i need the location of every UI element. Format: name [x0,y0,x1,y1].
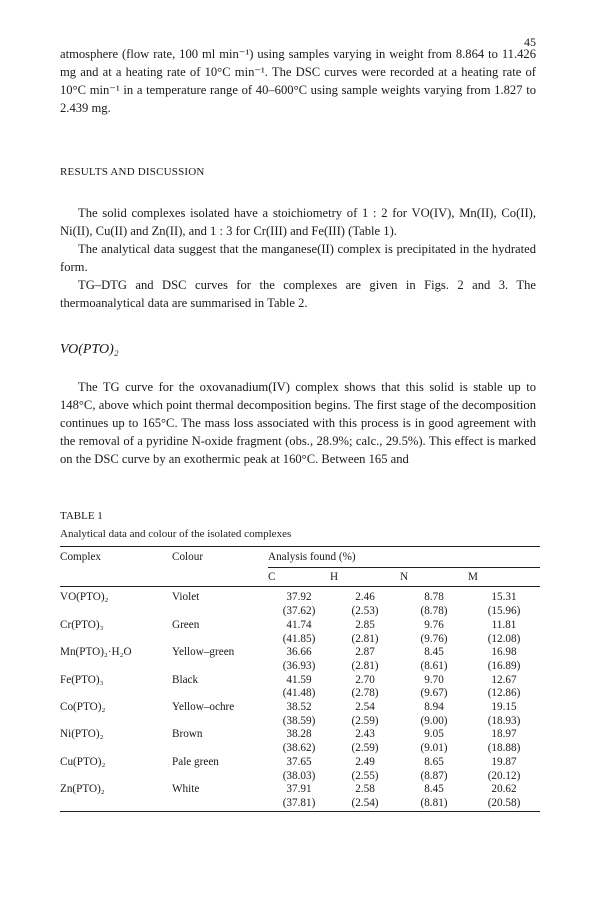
cell-m-found: 19.87 [491,755,517,768]
table-row-calculated [60,715,540,729]
cell-h-found: 2.43 [355,728,375,741]
table-caption: Analytical data and colour of the isolated complexes [60,528,292,540]
cell-c-found: 37.91 [286,783,312,796]
table-row [60,591,540,605]
cell-m-found: 19.15 [491,701,517,714]
section-heading: RESULTS AND DISCUSSION [60,166,205,178]
cell-h-found: 2.46 [355,591,375,604]
cell-c-calc: (36.93) [282,659,316,672]
cell-h-found: 2.87 [355,646,375,659]
cell-h-calc: (2.81) [351,632,379,645]
table-row [60,783,540,797]
cell-c-calc: (41.48) [282,687,316,700]
cell-h-calc: (2.55) [351,769,379,782]
cell-c-calc: (38.03) [282,769,316,782]
cell-n-found: 9.76 [424,618,444,631]
cell-n-calc: (9.76) [420,632,448,645]
cell-complex: Zn(PTO)₂ [60,783,105,796]
cell-c-found: 41.59 [286,673,312,686]
table-row [60,728,540,742]
cell-m-calc: (18.88) [487,742,521,755]
table-row-calculated [60,797,540,811]
header-analysis: Analysis found (%) [268,547,540,568]
cell-h-calc: (2.81) [351,659,379,672]
cell-complex: Cu(PTO)₂ [60,755,106,768]
header-colour: Colour [172,547,268,587]
cell-m-calc: (12.08) [487,632,521,645]
cell-c-calc: (37.62) [282,605,316,618]
results-paragraph-2: The analytical data suggest that the manganese(II) complex is precipitated in the hydrated form. [60,242,536,274]
cell-c-calc: (41.85) [282,632,316,645]
cell-n-calc: (8.81) [400,797,468,811]
table-row-calculated [60,633,540,647]
cell-m-calc: (15.96) [487,605,521,618]
cell-n-calc: (9.00) [420,714,448,727]
page-number: 45 [524,35,536,49]
cell-c-calc: (38.59) [282,714,316,727]
cell-n-found: 8.65 [424,755,444,768]
cell-c-found: 38.52 [286,701,312,714]
table-row [60,701,540,715]
cell-m-found: 16.98 [491,646,517,659]
subsection-heading: VO(PTO)₂ [60,342,119,357]
table-row-calculated [60,770,540,784]
table-row-calculated [60,687,540,701]
cell-colour: Violet [172,591,200,604]
cell-colour: Brown [172,728,203,741]
cell-n-calc: (8.87) [420,769,448,782]
cell-m-found: 20.62 [491,783,517,796]
header-c: C [268,570,276,583]
results-paragraph-3: TG–DTG and DSC curves for the complexes are given in Figs. 2 and 3. The thermoanalytical data are summarised in Table 2. [60,278,536,310]
cell-colour: Black [172,673,199,686]
cell-n-found: 9.05 [424,728,444,741]
cell-n-calc: (8.61) [420,659,448,672]
intro-paragraph [60,45,536,117]
cell-complex: Mn(PTO)₂·H₂O [60,646,132,659]
table-row-calculated [60,660,540,674]
table-label: TABLE 1 [60,510,103,522]
cell-h-calc: (2.59) [351,714,379,727]
cell-m-found: 11.81 [491,618,517,631]
cell-c-found: 38.28 [286,728,312,741]
cell-c-found: 41.74 [286,618,312,631]
cell-n-found: 8.94 [424,701,444,714]
cell-m-calc: (16.89) [487,659,521,672]
cell-h-found: 2.58 [355,783,375,796]
cell-colour: Green [172,618,200,631]
intro-paragraph-text: atmosphere (flow rate, 100 ml min⁻¹) using samples varying in weight from 8.864 to 11.426 mg and at a heating rate of 10°C min⁻¹. The DSC curves were recorded at a heating rate of 10°C min⁻¹ in a temperature range of 40–600°C using sample weights varying from 1.827 to 2.439 mg. [60,47,536,115]
cell-h-calc: (2.59) [351,742,379,755]
table-row [60,646,540,660]
cell-m-calc: (18.93) [487,714,521,727]
cell-h-found: 2.54 [355,701,375,714]
cell-n-found: 8.45 [424,646,444,659]
table-row [60,756,540,770]
cell-m-calc: (12.86) [487,687,521,700]
cell-m-calc: (20.58) [468,797,540,811]
analytical-data-table [60,546,540,812]
cell-h-found: 2.70 [355,673,375,686]
cell-h-calc: (2.53) [351,605,379,618]
table-row-calculated [60,605,540,619]
cell-n-found: 9.70 [424,673,444,686]
cell-complex: Cr(PTO)₃ [60,618,104,631]
cell-h-found: 2.85 [355,618,375,631]
cell-c-found: 37.65 [286,755,312,768]
cell-c-calc: (37.81) [268,797,330,811]
cell-m-found: 15.31 [491,591,517,604]
vo-paragraph [60,378,536,468]
table-row-calculated [60,742,540,756]
cell-n-calc: (9.67) [420,687,448,700]
table-row [60,619,540,633]
cell-m-found: 12.67 [491,673,517,686]
cell-h-found: 2.49 [355,755,375,768]
header-complex: Complex [60,547,172,587]
vo-paragraph-text: The TG curve for the oxovanadium(IV) complex shows that this solid is stable up to 148°C, above which point thermal decomposition begins. The first stage of the decomposition continues up to 165°C. The mass loss associated with this process is in good agreement with the removal of a pyridine N-oxide fragment (obs., 28.9%; calc., 29.5%). This effect is marked on the DSC curve by an exothermic peak at 160°C. Between 165 and [60,380,536,466]
header-h: H [330,570,339,583]
cell-m-found: 18.97 [491,728,517,741]
results-paragraph-1: The solid complexes isolated have a stoichiometry of 1 : 2 for VO(IV), Mn(II), Co(II), Ni(II), Cu(II) and Zn(II), and 1 : 3 for Cr(III) and Fe(III) (Table 1). [60,206,536,238]
header-m: M [468,570,478,583]
cell-m-calc: (20.12) [487,769,521,782]
cell-colour: Yellow–green [172,646,235,659]
cell-h-calc: (2.54) [330,797,400,811]
cell-h-calc: (2.78) [351,687,379,700]
cell-complex: Ni(PTO)₂ [60,728,104,741]
cell-colour: White [172,783,200,796]
table-row [60,674,540,688]
cell-c-found: 37.92 [286,591,312,604]
results-paragraphs [60,204,536,312]
cell-colour: Yellow–ochre [172,701,235,714]
cell-c-found: 36.66 [286,646,312,659]
cell-complex: VO(PTO)₂ [60,591,109,604]
cell-complex: Co(PTO)₂ [60,701,106,714]
cell-colour: Pale green [172,755,219,768]
cell-n-calc: (8.78) [420,605,448,618]
cell-n-found: 8.45 [424,783,444,796]
cell-complex: Fe(PTO)₃ [60,673,104,686]
cell-n-found: 8.78 [424,591,444,604]
header-n: N [400,570,409,583]
cell-n-calc: (9.01) [420,742,448,755]
cell-c-calc: (38.62) [282,742,316,755]
